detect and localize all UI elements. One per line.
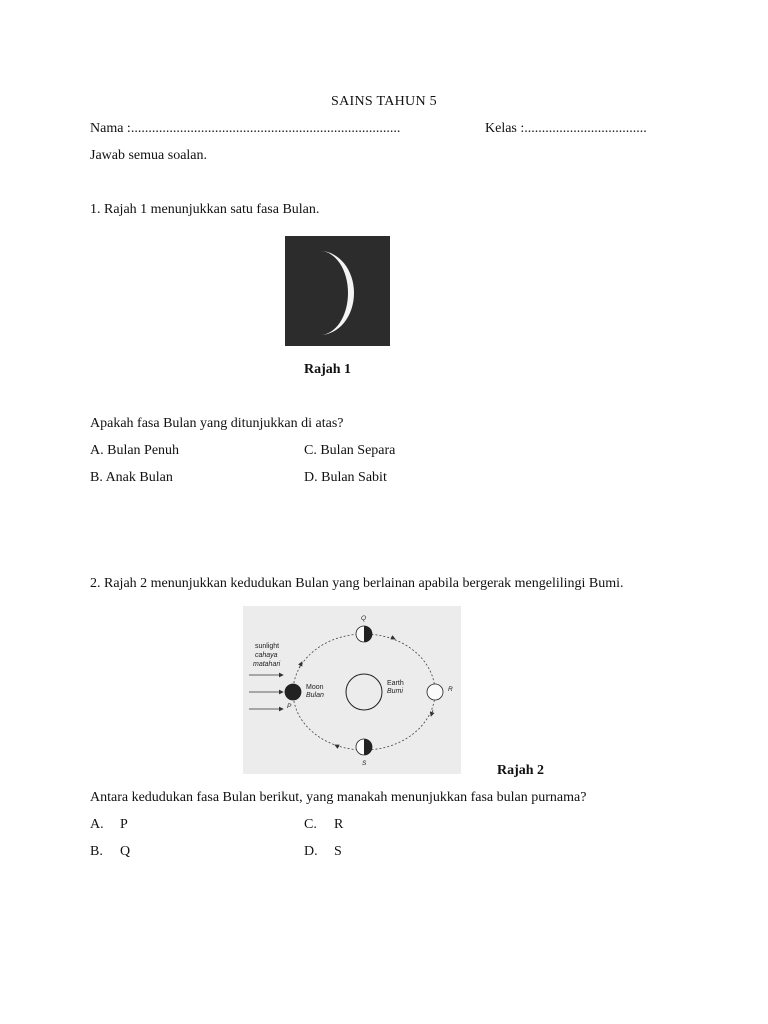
question-2-text: Antara kedudukan fasa Bulan berikut, yang manakah menunjukkan fasa bulan purnama? xyxy=(90,790,587,805)
question-1-prompt: 1. Rajah 1 menunjukkan satu fasa Bulan. xyxy=(90,202,320,217)
q2-option-c xyxy=(304,817,343,833)
q2-option-d-value: S xyxy=(334,844,342,859)
moon-orbit-svg xyxy=(243,606,461,774)
label-s: S xyxy=(362,760,367,767)
q1-option-a: A. Bulan Penuh xyxy=(90,443,180,458)
label-r: R xyxy=(448,686,453,693)
q1-option-b: B. Anak Bulan xyxy=(90,470,173,485)
label-moon: Moon xyxy=(306,684,324,691)
label-matahari: matahari xyxy=(253,661,281,668)
q2-option-c-letter: C. xyxy=(304,817,317,832)
label-bumi: Bumi xyxy=(387,688,403,695)
label-sunlight: sunlight xyxy=(255,643,280,650)
q1-option-c: C. Bulan Separa xyxy=(304,443,396,458)
moon-orbit-diagram xyxy=(243,606,461,774)
instruction-text: Jawab semua soalan. xyxy=(90,148,208,163)
question-1-text: Apakah fasa Bulan yang ditunjukkan di atas? xyxy=(90,416,344,431)
label-q: Q xyxy=(361,615,367,622)
label-bulan: Bulan xyxy=(306,692,324,699)
moon-phase-figure xyxy=(285,236,390,346)
question-2-prompt: 2. Rajah 2 menunjukkan kedudukan Bulan yang berlainan apabila bergerak mengelilingi Bumi. xyxy=(90,576,624,591)
q2-option-c-value: R xyxy=(334,817,344,832)
earth-circle xyxy=(346,674,382,710)
label-cahaya: cahaya xyxy=(255,652,278,659)
figure-1-caption: Rajah 1 xyxy=(304,362,352,377)
q2-option-a-value: P xyxy=(120,817,128,832)
page-title: SAINS TAHUN 5 xyxy=(331,94,437,109)
q2-option-d xyxy=(304,844,342,860)
moon-p xyxy=(285,684,301,700)
q2-option-b-letter: B. xyxy=(90,844,103,859)
q2-option-b xyxy=(90,844,130,860)
figure-2-caption: Rajah 2 xyxy=(497,763,545,778)
crescent-moon-image xyxy=(285,236,390,346)
q2-option-a xyxy=(90,817,128,833)
q2-option-d-letter: D. xyxy=(304,844,318,859)
class-field-label: Kelas :................................... xyxy=(485,121,647,136)
name-field-label: Nama :............................................................................. xyxy=(90,121,401,136)
q2-option-b-value: Q xyxy=(120,844,131,859)
label-earth: Earth xyxy=(387,680,404,687)
moon-r xyxy=(427,684,443,700)
label-p: P xyxy=(287,703,292,710)
q2-option-a-letter: A. xyxy=(90,817,104,832)
q1-option-d: D. Bulan Sabit xyxy=(304,470,387,485)
